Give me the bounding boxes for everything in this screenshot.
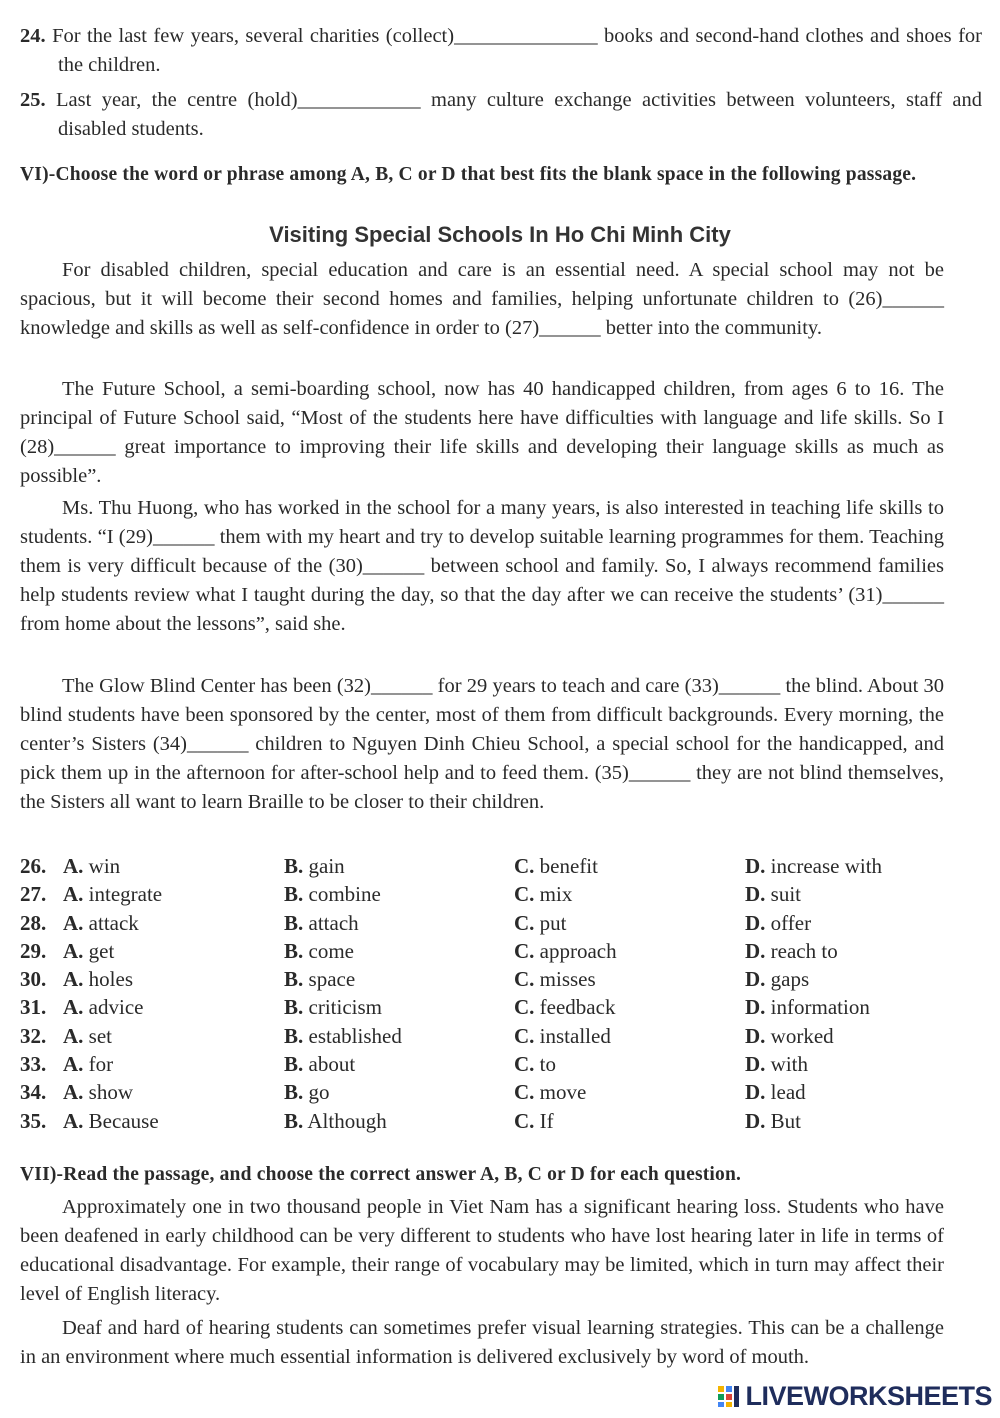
- logo-text: LIVEWORKSHEETS: [745, 1380, 992, 1411]
- question-text: Last year, the centre (hold)____________ many culture exchange activities between volunteers, staff and disabled students.: [56, 89, 982, 140]
- option-text: about: [308, 1052, 356, 1077]
- option-row-35: [20, 1109, 960, 1137]
- option-c[interactable]: C. move: [514, 1080, 587, 1105]
- option-a[interactable]: A. set: [63, 1023, 112, 1048]
- option-b[interactable]: B. gain: [284, 854, 345, 878]
- option-text: for: [88, 1052, 114, 1077]
- passage-title: Visiting Special Schools In Ho Chi Minh City: [269, 222, 731, 247]
- passage-paragraph: The Future School, a semi-boarding school, now has 40 handicapped children, from ages 6 to 16. The principal of Future School said, “Most of the students here have difficulties with language and life skills. So I (28)______ great importance to improving their life skills and developing their language skills as much as possible”.: [20, 378, 944, 487]
- option-number: 26.: [20, 854, 47, 878]
- option-d[interactable]: D. But: [745, 1108, 802, 1133]
- question-number: 24.: [20, 25, 46, 47]
- option-a[interactable]: A. advice: [63, 995, 144, 1020]
- option-d[interactable]: D. lead: [745, 1080, 806, 1105]
- option-text: approach: [539, 938, 617, 963]
- option-text: advice: [88, 995, 144, 1020]
- option-a[interactable]: A. win: [63, 854, 121, 878]
- option-c[interactable]: C. benefit: [514, 854, 598, 878]
- option-row-28: [20, 911, 960, 939]
- option-b[interactable]: B. about: [284, 1052, 356, 1077]
- option-text: misses: [539, 967, 596, 992]
- passage-paragraph: For disabled children, special education and care is an essential need. A special school may not be spacious, but it will become their second homes and families, helping unfortunate children to (26)______ knowledge and skills as well as self-confidence in order to (27)______ better into the community.: [20, 259, 944, 339]
- option-text: with: [770, 1052, 809, 1077]
- option-text: gaps: [770, 967, 810, 992]
- option-text: mix: [539, 882, 573, 907]
- option-c[interactable]: C. to: [514, 1052, 557, 1077]
- option-text: offer: [770, 910, 812, 935]
- option-text: increase with: [770, 854, 883, 878]
- option-row-31: [20, 995, 960, 1023]
- option-d[interactable]: D. worked: [745, 1023, 834, 1048]
- option-d[interactable]: D. gaps: [745, 967, 810, 992]
- option-a[interactable]: A. show: [63, 1080, 134, 1105]
- option-row-34: [20, 1080, 960, 1108]
- option-text: worked: [770, 1023, 834, 1048]
- question-24: [20, 22, 982, 80]
- section-7-heading: VII)-Read the passage, and choose the correct answer A, B, C or D for each question.: [20, 1164, 742, 1185]
- option-d[interactable]: D. increase with: [745, 854, 883, 878]
- option-a[interactable]: A. for: [63, 1052, 114, 1077]
- option-text: attach: [308, 910, 359, 935]
- option-text: show: [88, 1080, 134, 1105]
- option-text: reach to: [770, 938, 838, 963]
- option-row-26: [20, 854, 960, 882]
- passage-paragraph: The Glow Blind Center has been (32)______ for 29 years to teach and care (33)______ the blind. About 30 blind students have been sponsored by the center, most of them from difficult backgrounds. Every morning, the center’s Sisters (34)______ children to Nguyen Dinh Chieu School, a special school for the handicapped, and pick them up in the afternoon for after-school help and to feed them. (35)______ they are not blind themselves, the Sisters all want to learn Braille to be closer to their children.: [20, 675, 944, 813]
- option-c[interactable]: C. feedback: [514, 995, 616, 1020]
- option-d[interactable]: D. suit: [745, 882, 802, 907]
- option-c[interactable]: C. put: [514, 910, 567, 935]
- option-c[interactable]: C. approach: [514, 938, 617, 963]
- option-a[interactable]: A. Because: [63, 1108, 159, 1133]
- option-text: information: [770, 995, 870, 1020]
- option-row-30: [20, 967, 960, 995]
- option-text: Because: [88, 1108, 159, 1133]
- option-number: 33.: [20, 1052, 47, 1077]
- option-text: holes: [88, 967, 133, 992]
- option-row-33: [20, 1052, 960, 1080]
- option-text: If: [539, 1108, 554, 1133]
- option-c[interactable]: C. If: [514, 1108, 554, 1133]
- option-row-29: [20, 939, 960, 967]
- option-c[interactable]: C. installed: [514, 1023, 611, 1048]
- option-text: lead: [770, 1080, 806, 1105]
- option-text: space: [308, 967, 356, 992]
- option-b[interactable]: B. combine: [284, 882, 381, 907]
- option-text: criticism: [308, 995, 382, 1020]
- option-d[interactable]: D. with: [745, 1052, 809, 1077]
- option-text: set: [88, 1023, 112, 1048]
- option-b[interactable]: B. Although: [284, 1108, 387, 1133]
- option-d[interactable]: D. offer: [745, 910, 812, 935]
- option-number: 34.: [20, 1080, 47, 1105]
- option-text: to: [539, 1052, 557, 1077]
- option-number: 27.: [20, 882, 47, 907]
- liveworksheets-logo: [717, 1380, 992, 1412]
- question-25: [20, 86, 982, 144]
- option-a[interactable]: A. integrate: [63, 882, 163, 907]
- option-number: 31.: [20, 995, 47, 1020]
- option-d[interactable]: D. reach to: [745, 938, 838, 963]
- liveworksheets-logo-icon: [717, 1384, 741, 1408]
- option-text: move: [539, 1080, 587, 1105]
- option-b[interactable]: B. space: [284, 967, 356, 992]
- option-text: benefit: [539, 854, 598, 878]
- option-text: suit: [770, 882, 802, 907]
- option-c[interactable]: C. mix: [514, 882, 573, 907]
- option-number: 30.: [20, 967, 47, 992]
- option-text: win: [88, 854, 121, 878]
- option-text: feedback: [539, 995, 616, 1020]
- option-text: put: [539, 910, 567, 935]
- option-text: attack: [88, 910, 139, 935]
- option-a[interactable]: A. attack: [63, 910, 139, 935]
- section-6-heading: VI)-Choose the word or phrase among A, B, C or D that best fits the blank space in the following passage.: [20, 164, 917, 185]
- option-row-27: [20, 882, 960, 910]
- answer-options-table: [20, 854, 960, 1137]
- option-text: get: [88, 938, 115, 963]
- option-a[interactable]: A. holes: [63, 967, 133, 992]
- option-number: 32.: [20, 1023, 47, 1048]
- option-text: gain: [308, 854, 345, 878]
- passage-paragraph: Approximately one in two thousand people in Viet Nam has a significant hearing loss. Students who have been deafened in early childhood can be very different to students who have lost hearing later in life in terms of educational disadvantage. For example, their range of vocabulary may be limited, which in turn may affect their level of English literacy.: [20, 1196, 944, 1305]
- question-number: 25.: [20, 89, 46, 111]
- passage-paragraph: Ms. Thu Huong, who has worked in the school for a many years, is also interested in teaching life skills to students. “I (29)______ them with my heart and try to develop suitable learning programmes for them. Teaching them is very difficult because of the (30)______ between school and family. So, I always recommend families help students review what I taught during the day, so that the day after we can receive the students’ (31)______ from home about the lessons”, said she.: [20, 497, 944, 635]
- question-text: For the last few years, several charities (collect)______________ books and second-hand clothes and shoes for the children.: [52, 25, 983, 76]
- option-c[interactable]: C. misses: [514, 967, 596, 992]
- option-text: Although: [307, 1108, 387, 1133]
- option-b[interactable]: B. come: [284, 938, 354, 963]
- option-text: integrate: [88, 882, 163, 907]
- option-b[interactable]: B. criticism: [284, 995, 382, 1020]
- option-number: 35.: [20, 1108, 47, 1133]
- option-text: established: [308, 1023, 402, 1048]
- option-text: combine: [308, 882, 381, 907]
- option-b[interactable]: B. established: [284, 1023, 402, 1048]
- option-text: go: [308, 1080, 330, 1105]
- option-number: 29.: [20, 938, 47, 963]
- option-number: 28.: [20, 910, 47, 935]
- passage-paragraph: Deaf and hard of hearing students can sometimes prefer visual learning strategies. This can be a challenge in an environment where much essential information is delivered exclusively by word of mouth.: [20, 1317, 944, 1368]
- option-text: installed: [539, 1023, 611, 1048]
- option-b[interactable]: B. attach: [284, 910, 359, 935]
- option-b[interactable]: B. go: [284, 1080, 330, 1105]
- option-d[interactable]: D. information: [745, 995, 870, 1020]
- option-text: But: [770, 1108, 802, 1133]
- option-a[interactable]: A. get: [63, 938, 115, 963]
- option-row-32: [20, 1024, 960, 1052]
- option-text: come: [308, 938, 354, 963]
